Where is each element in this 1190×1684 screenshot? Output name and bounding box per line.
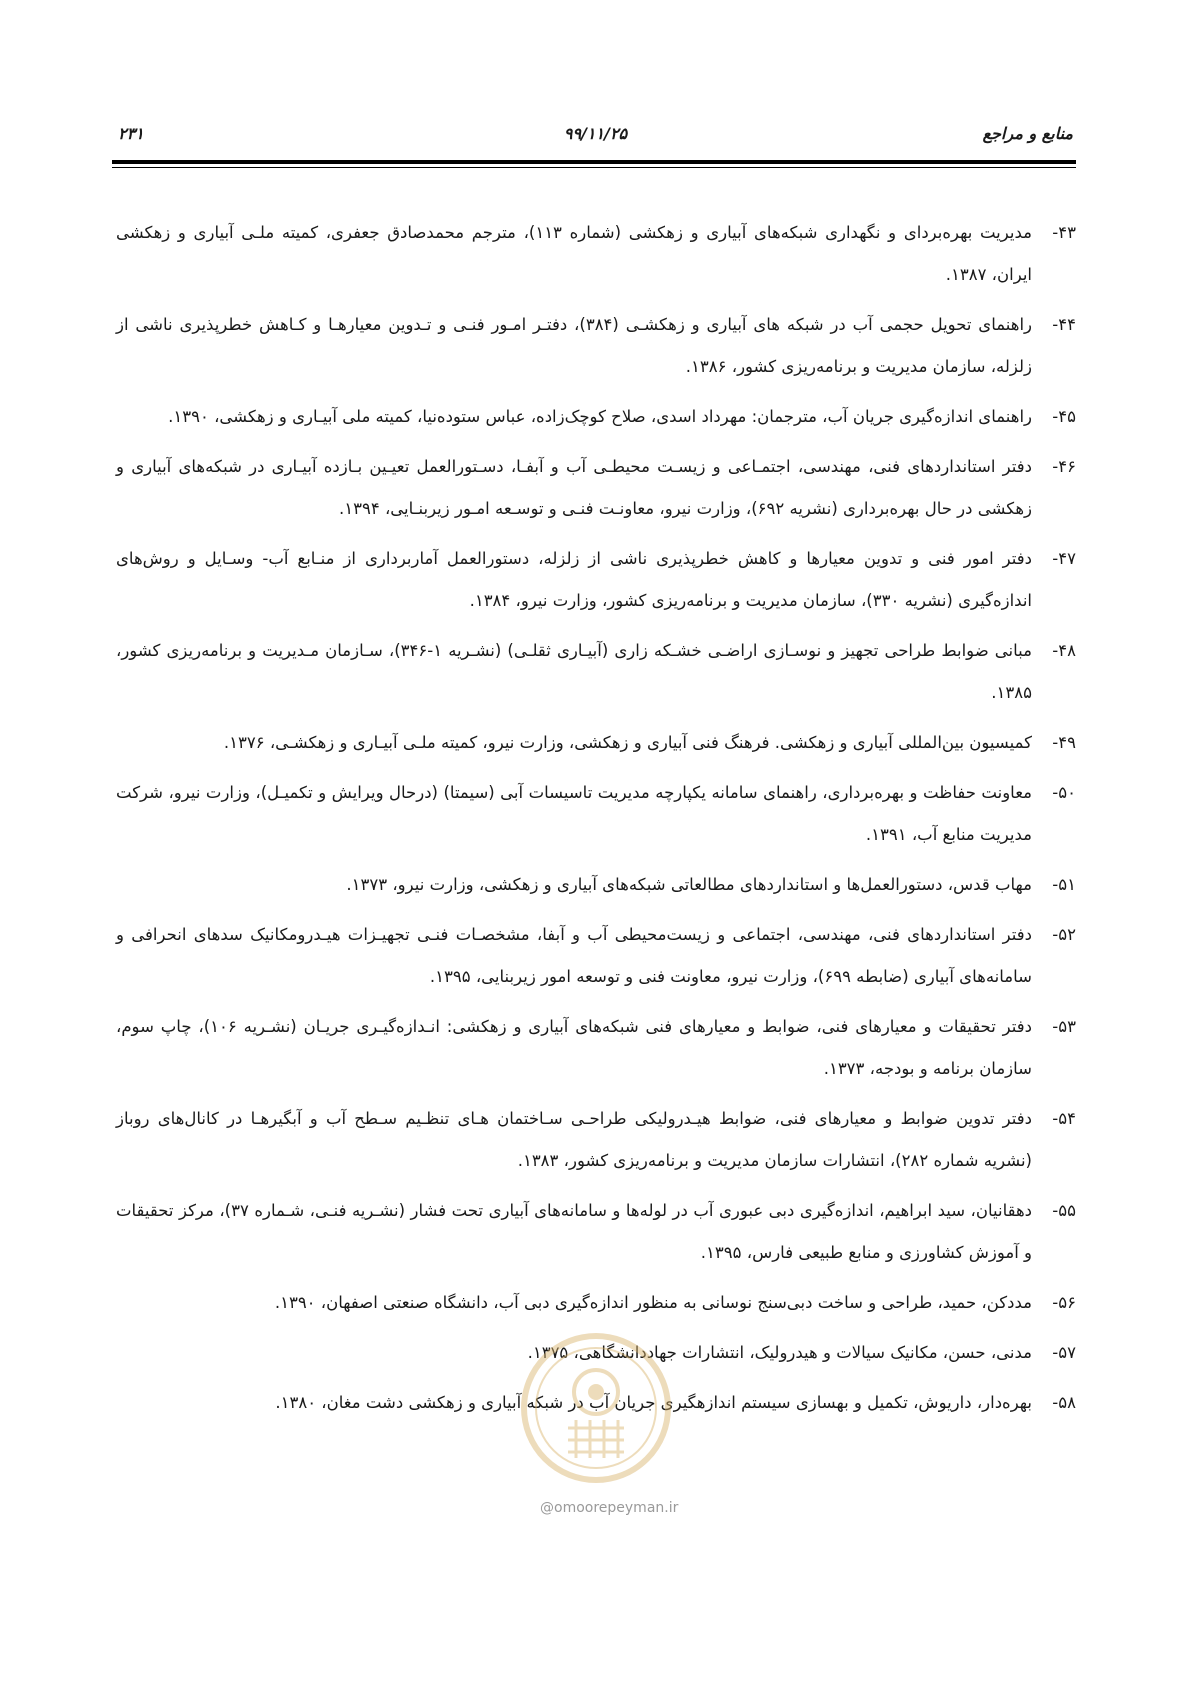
reference-item bbox=[116, 772, 1076, 856]
reference-text: مدنی، حسن، مکانیک سیالات و هیدرولیک، انتشارات جهاددانشگاهی، ۱۳۷۵. bbox=[527, 1343, 1032, 1362]
reference-text: بهره‌دار، داریوش، تکمیل و بهسازی سیستم اندازهگیری جریان آب در شبکه آبیاری و زهکشی دشت مغان، ۱۳۸۰. bbox=[275, 1393, 1032, 1412]
section-title: منابع و مراجع bbox=[982, 124, 1073, 143]
reference-text: دفتر امور فنی و تدوین معیارها و کاهش خطرپذیری ناشی از زلزله، دستورالعمل آماربرداری از منـابع آب- وسـایل و روش‌های اندازه‌گیری (نشریه ۳۳۰)، سازمان مدیریت و برنامه‌ریزی کشور، وزارت نیرو، ۱۳۸۴. bbox=[116, 549, 1032, 610]
page-number: ۲۳۱ bbox=[118, 124, 144, 143]
reference-item bbox=[116, 304, 1076, 388]
reference-text: دفتر تحقیقات و معیارهای فنی، ضوابط و معیارهای فنی شبکه‌های آبیاری و زهکشی: انـدازه‌گیـری جریـان (نشـریه ۱۰۶)، چاپ سوم، سازمان برنامه و بودجه، ۱۳۷۳. bbox=[116, 1017, 1032, 1078]
reference-number: ۴۵- bbox=[1052, 407, 1076, 426]
reference-number: ۵۱- bbox=[1052, 875, 1076, 894]
reference-number: ۵۸- bbox=[1052, 1393, 1076, 1412]
reference-number: ۵۳- bbox=[1052, 1017, 1076, 1036]
reference-text: معاونت حفاظت و بهره‌برداری، راهنمای سامانه یکپارچه مدیریت تاسیسات آبی (سیمتا) (درحال ویرایش و تکمیـل)، وزارت نیرو، شرکت مدیریت منابع آب، ۱۳۹۱. bbox=[116, 783, 1032, 844]
reference-number: ۴۷- bbox=[1052, 549, 1076, 568]
reference-item bbox=[116, 1382, 1076, 1424]
reference-text: راهنمای اندازه‌گیری جریان آب، مترجمان: مهرداد اسدی، صلاح کوچک‌زاده، عباس ستوده‌نیا، کمیته ملی آبیـاری و زهکشی، ۱۳۹۰. bbox=[168, 407, 1032, 426]
reference-number: ۴۳- bbox=[1052, 223, 1076, 242]
header-date: ۹۹/۱۱/۲۵ bbox=[563, 124, 628, 143]
reference-number: ۵۴- bbox=[1052, 1109, 1076, 1128]
header-divider-thick bbox=[112, 160, 1076, 164]
reference-item bbox=[116, 864, 1076, 906]
reference-item bbox=[116, 1190, 1076, 1274]
reference-number: ۵۶- bbox=[1052, 1293, 1076, 1312]
reference-item bbox=[116, 722, 1076, 764]
reference-list bbox=[116, 212, 1076, 1432]
reference-number: ۵۵- bbox=[1052, 1201, 1076, 1220]
reference-text: دفتر تدوین ضوابط و معیارهای فنی، ضوابط هیـدرولیکی طراحـی سـاختمان هـای تنظـیم سـطح آب و آبگیرهـا در کانال‌های روباز (نشریه شماره ۲۸۲)، انتشارات سازمان مدیریت و برنامه‌ریزی کشور، ۱۳۸۳. bbox=[116, 1109, 1032, 1170]
reference-number: ۴۶- bbox=[1052, 457, 1076, 476]
reference-item bbox=[116, 212, 1076, 296]
reference-text: راهنمای تحویل حجمی آب در شبکه های آبیاری و زهکشـی (۳۸۴)، دفتـر امـور فنـی و تـدوین معیارهـا و کـاهش خطرپذیری ناشی از زلزله، سازمان مدیریت و برنامه‌ریزی کشور، ۱۳۸۶. bbox=[116, 315, 1032, 376]
reference-text: دفتر استانداردهای فنی، مهندسی، اجتماعی و زیست‌محیطی آب و آبفا، مشخصـات فنـی تجهیـزات هیـدرومکانیک سدهای انحرافی و سامانه‌های آبیاری (ضابطه ۶۹۹)، وزارت نیرو، معاونت فنی و توسعه امور زیربنایی، ۱۳۹۵. bbox=[116, 925, 1032, 986]
reference-number: ۵۰- bbox=[1052, 783, 1076, 802]
reference-text: کمیسیون بین‌المللی آبیاری و زهکشی. فرهنگ فنی آبیاری و زهکشی، وزارت نیرو، کمیته ملـی آبیـاری و زهکشـی، ۱۳۷۶. bbox=[223, 733, 1032, 752]
reference-text: دفتر استانداردهای فنی، مهندسی، اجتمـاعی و زیسـت محیطـی آب و آبفـا، دسـتورالعمل تعیـین بـازده آبیـاری در شبکه‌های آبیاری و زهکشی در حال بهره‌برداری (نشریه ۶۹۲)، وزارت نیرو، معاونـت فنـی و توسـعه امـور زیربنـایی، ۱۳۹۴. bbox=[116, 457, 1032, 518]
reference-item bbox=[116, 1098, 1076, 1182]
reference-item bbox=[116, 1332, 1076, 1374]
reference-item bbox=[116, 1282, 1076, 1324]
reference-text: مددکن، حمید، طراحی و ساخت دبی‌سنج نوسانی به منظور اندازه‌گیری دبی آب، دانشگاه صنعتی اصفهان، ۱۳۹۰. bbox=[274, 1293, 1032, 1312]
reference-number: ۵۷- bbox=[1052, 1343, 1076, 1362]
reference-text: مبانی ضوابط طراحی تجهیز و نوسـازی اراضـی خشـکه زاری (آبیـاری ثقلـی) (نشـریه ۱-۳۴۶)، سـازمان مـدیریت و برنامه‌ریزی کشور، ۱۳۸۵. bbox=[116, 641, 1032, 702]
reference-number: ۴۹- bbox=[1052, 733, 1076, 752]
reference-number: ۴۸- bbox=[1052, 641, 1076, 660]
reference-item bbox=[116, 396, 1076, 438]
header-divider-thin bbox=[112, 167, 1076, 168]
reference-item bbox=[116, 446, 1076, 530]
reference-text: مهاب قدس، دستورالعمل‌ها و استانداردهای مطالعاتی شبکه‌های آبیاری و زهکشی، وزارت نیرو، ۱۳۷۳. bbox=[346, 875, 1032, 894]
reference-item bbox=[116, 1006, 1076, 1090]
reference-item bbox=[116, 914, 1076, 998]
watermark-caption: @omoorepeyman.ir bbox=[540, 1500, 679, 1516]
reference-text: مدیریت بهره‌بردای و نگهداری شبکه‌های آبیاری و زهکشی (شماره ۱۱۳)، مترجم محمدصادق جعفری، کمیته ملـی آبیاری و زهکشی ایران، ۱۳۸۷. bbox=[116, 223, 1032, 284]
reference-item bbox=[116, 630, 1076, 714]
reference-number: ۴۴- bbox=[1052, 315, 1076, 334]
page-header bbox=[118, 124, 1073, 154]
reference-number: ۵۲- bbox=[1052, 925, 1076, 944]
reference-item bbox=[116, 538, 1076, 622]
reference-text: دهقانیان، سید ابراهیم، اندازه‌گیری دبی عبوری آب در لوله‌ها و سامانه‌های آبیاری تحت فشار (نشـریه فنـی، شـماره ۳۷)، مرکز تحقیقات و آموزش کشاورزی و منابع طبیعی فارس، ۱۳۹۵. bbox=[116, 1201, 1032, 1262]
